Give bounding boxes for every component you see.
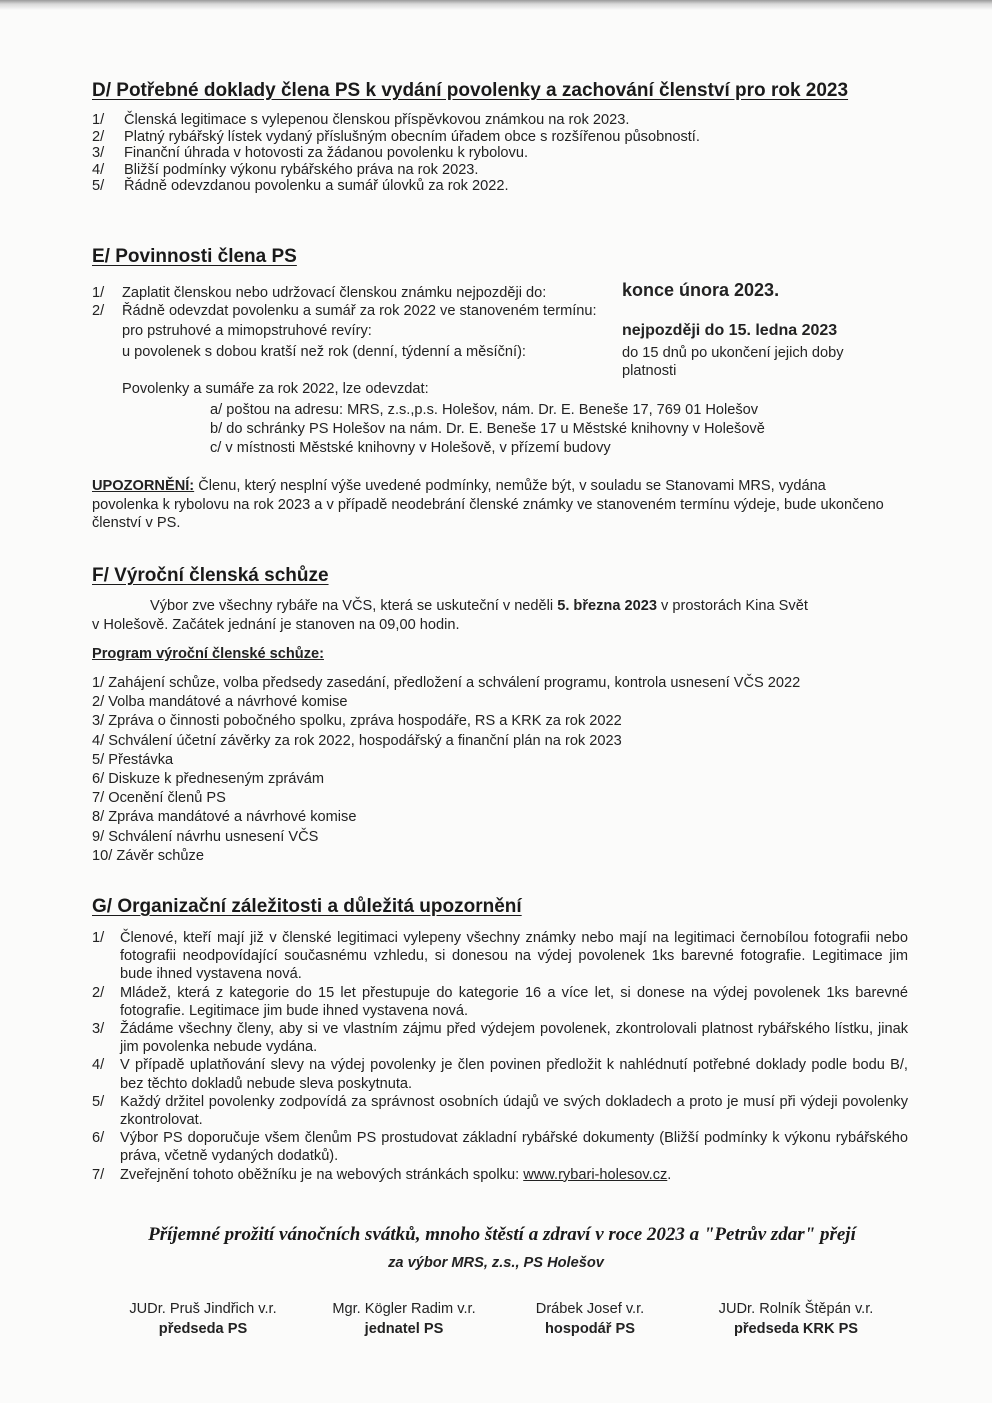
section-e-title: E/ Povinnosti člena PS: [92, 246, 297, 267]
signature-treasurer: [510, 1299, 670, 1339]
section-f-title: F/ Výroční členská schůze: [92, 565, 329, 586]
program-item: 7/ Ocenění členů PS: [92, 790, 226, 807]
e-short-label: u povolenek s dobou kratší než rok (denní, týdenní a měsíční):: [122, 344, 526, 360]
signature-name: Drábek Josef v.r.: [535, 1301, 645, 1317]
list-item: 7/ Zveřejnění tohoto oběžníku je na webových stránkách spolku: www.rybari-holesov.cz.: [92, 1166, 672, 1183]
list-item: 5/ Řádně odevzdanou povolenku a sumář úlovků za rok 2022.: [92, 178, 509, 194]
signature-name: JUDr. Rolník Štěpán v.r.: [718, 1301, 874, 1317]
warning-text: Členu, který nesplní výše uvedené podmínky, nemůže být, v souladu se Stanovami MRS, vydána povolenka k rybolovu na rok 2023 a v případě neodebrání členské známky ve stanoveném termínu výdeje, bude ukončeno členství v PS.: [92, 478, 884, 531]
signature-role: hospodář PS: [544, 1321, 635, 1337]
on-behalf-line: za výbor MRS, z.s., PS Holešov: [388, 1255, 604, 1271]
list-item: 2/ Mládež, která z kategorie do 15 let přestupuje do kategorie 16 a více let, si donese na výdej povolenek 1ks barevné fotografie. Legitimace jim bude ihned vystavena nová.: [92, 984, 908, 1019]
list-item: 3/ Finanční úhrada v hotovosti za žádanou povolenku k rybolovu.: [92, 145, 529, 161]
program-item: 9/ Schválení návrhu usnesení VČS: [92, 828, 319, 845]
e-trout-label: pro pstruhové a mimopstruhové revíry:: [122, 323, 372, 339]
section-d-list: [92, 112, 700, 195]
list-item: 1/ Členská legitimace s vylepenou členskou příspěvkovou známkou na rok 2023.: [92, 112, 630, 128]
program-item: 8/ Zpráva mandátové a návrhové komise: [92, 809, 357, 826]
program-item: 2/ Volba mandátové a návrhové komise: [92, 694, 348, 711]
signature-secretary: [314, 1299, 494, 1339]
e-item1-text: Zaplatit členskou nebo udržovací členskou známku nejpozději do:: [122, 285, 547, 301]
e-trout-deadline: nejpozději do 15. ledna 2023: [622, 322, 838, 339]
list-item: 6/ Výbor PS doporučuje všem členům PS prostudovat základní rybářské dokumenty (Bližší podmínky k výkonu rybářského práva, včetně vydaných dodatků).: [92, 1130, 908, 1165]
list-item: 2/ Platný rybářský lístek vydaný příslušným obecním úřadem obce s rozšířenou působností.: [92, 128, 700, 145]
f-program-list: [92, 674, 800, 866]
program-item: 6/ Diskuze k předneseným zprávám: [92, 771, 324, 788]
section-g-title: G/ Organizační záležitosti a důležitá upozornění: [92, 896, 522, 917]
list-item: 5/ Každý držitel povolenky zodpovídá za správnost osobních údajů ve svých dokladech a proto je musí při výdeji povolenky zkontrolovat.: [92, 1093, 908, 1129]
f-program-title: Program výroční členské schůze:: [92, 646, 324, 662]
e-return-intro: Povolenky a sumáře za rok 2022, lze odevzdat:: [122, 381, 429, 397]
e-item2-text: Řádně odevzdat povolenku a sumář za rok 2022 ve stanoveném termínu:: [122, 303, 597, 319]
f-meeting-date: 5. března 2023: [557, 598, 657, 614]
e-return-option-b: b/ do schránky PS Holešov na nám. Dr. E. Beneše 17 u Městské knihovny v Holešově: [210, 421, 765, 437]
f-intro-line2: v Holešově. Začátek jednání je stanoven na 09,00 hodin.: [92, 617, 460, 633]
holiday-greeting: Příjemné prožití vánočních svátků, mnoho štěstí a zdraví v roce 2023 a "Petrův zdar" přejí: [148, 1224, 856, 1245]
f-intro: Výbor zve všechny rybáře na VČS, která se uskuteční v neděli 5. března 2023 v prostorách Kina Svět: [150, 598, 808, 614]
signature-name: JUDr. Pruš Jindřich v.r.: [129, 1301, 277, 1317]
program-item: 10/ Závěr schůze: [92, 847, 204, 864]
e-return-option-c: c/ v místnosti Městské knihovny v Holešově, v přízemí budovy: [210, 440, 611, 456]
e-warning: [92, 477, 884, 533]
program-item: 1/ Zahájení schůze, volba předsedy zasedání, předložení a schválení programu, kontrola usnesení VČS 2022: [92, 675, 801, 691]
signature-chairman: [108, 1299, 298, 1339]
e-return-option-a: a/ poštou na adresu: MRS, z.s.,p.s. Holešov, nám. Dr. E. Beneše 17, 769 01 Holešov: [210, 402, 759, 418]
signature-role: jednatel PS: [364, 1321, 444, 1337]
e-item1-deadline: konce února 2023.: [622, 280, 780, 300]
e-item2-num: 2/: [92, 303, 105, 319]
website-link[interactable]: www.rybari-holesov.cz: [523, 1166, 668, 1183]
e-short-deadline-2: platnosti: [622, 363, 677, 379]
signature-name: Mgr. Kögler Radim v.r.: [332, 1301, 476, 1317]
signature-krk-chairman: [696, 1299, 896, 1339]
program-item: 5/ Přestávka: [92, 751, 174, 768]
list-item: 4/ Bližší podmínky výkonu rybářského práva na rok 2023.: [92, 161, 479, 178]
warning-label: UPOZORNĚNÍ:: [92, 478, 195, 494]
list-item: 3/ Žádáme všechny členy, aby si ve vlastním zájmu před výdejem povolenek, zkontrolovali platnost rybářského lístku, jinak jim povolenka nebude vydána.: [92, 1021, 908, 1056]
e-item1-num: 1/: [92, 285, 105, 301]
program-item: 4/ Schválení účetní závěrky za rok 2022, hospodářský a finanční plán na rok 2023: [92, 732, 622, 749]
signature-role: předseda KRK PS: [733, 1321, 859, 1337]
signature-role: předseda PS: [158, 1321, 248, 1337]
program-item: 3/ Zpráva o činnosti pobočného spolku, zpráva hospodáře, RS a KRK za rok 2022: [92, 713, 622, 730]
list-item: 4/ V případě uplatňování slevy na výdej povolenky je člen povinen předložit k nahlédnutí potřebné doklady podle bodu B/, bez těchto dokladů nebude sleva poskytnuta.: [92, 1057, 908, 1092]
e-short-deadline-1: do 15 dnů po ukončení jejich doby: [622, 345, 844, 361]
list-item: 1/ Členové, kteří mají již v členské legitimaci vylepeny všechny známky nebo mají na legitimaci černobílou fotografii nebo fotografii neodpovídající současnému vzhledu, si donesou na výdej povolenek 1ks barevné fotografie. Legitimace jim bude ihned vystavena nová.: [92, 930, 908, 983]
section-g-list: [92, 929, 908, 1184]
section-d-title: D/ Potřebné doklady člena PS k vydání povolenky a zachování členství pro rok 2023: [92, 80, 849, 101]
